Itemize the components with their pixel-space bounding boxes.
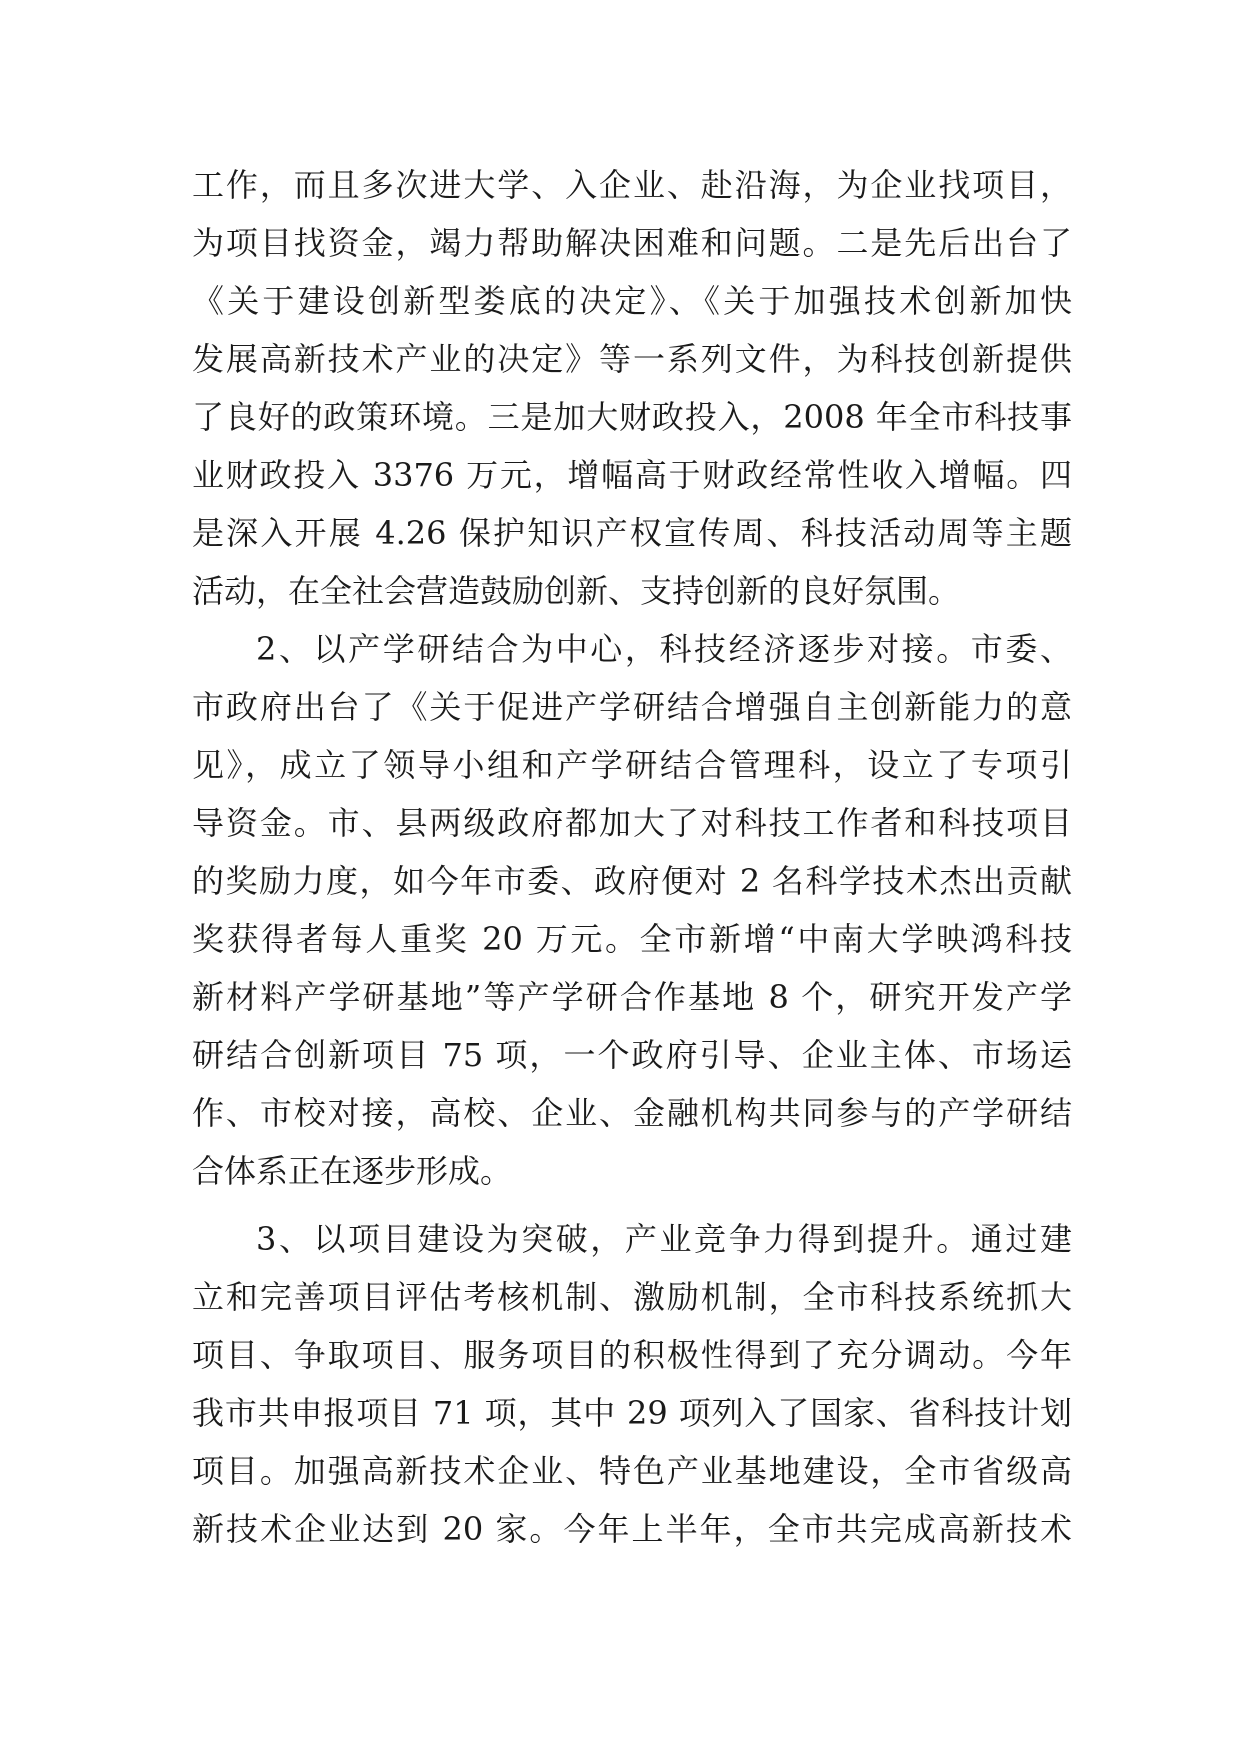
- text-line: 《关于建设创新型娄底的决定》、《关于加强技术创新加快: [192, 282, 1072, 320]
- text-line: 见》，成立了领导小组和产学研结合管理科，设立了专项引: [192, 746, 1072, 784]
- text-line: 我市共申报项目 71 项，其中 29 项列入了国家、省科技计划: [192, 1394, 1072, 1432]
- text-line: 发展高新技术产业的决定》等一系列文件，为科技创新提供: [192, 340, 1072, 378]
- paragraph-heading-3: 3、以项目建设为突破，产业竞争力得到提升。通过建: [256, 1220, 1072, 1258]
- text-line: 研结合创新项目 75 项，一个政府引导、企业主体、市场运: [192, 1036, 1072, 1074]
- text-line: 是深入开展 4.26 保护知识产权宣传周、科技活动周等主题: [192, 514, 1072, 552]
- text-line: 业财政投入 3376 万元，增幅高于财政经常性收入增幅。四: [192, 456, 1072, 494]
- paragraph-heading-2: 2、以产学研结合为中心，科技经济逐步对接。市委、: [256, 630, 1072, 668]
- text-line: 作、市校对接，高校、企业、金融机构共同参与的产学研结: [192, 1094, 1072, 1132]
- text-line: 导资金。市、县两级政府都加大了对科技工作者和科技项目: [192, 804, 1072, 842]
- text-line: 活动，在全社会营造鼓励创新、支持创新的良好氛围。: [192, 572, 961, 610]
- text-line: 的奖励力度，如今年市委、政府便对 2 名科学技术杰出贡献: [192, 862, 1072, 900]
- text-line: 工作，而且多次进大学、入企业、赴沿海，为企业找项目，: [192, 166, 1072, 204]
- text-line: 立和完善项目评估考核机制、激励机制，全市科技系统抓大: [192, 1278, 1072, 1316]
- text-line: 新材料产学研基地”等产学研合作基地 8 个，研究开发产学: [192, 978, 1072, 1016]
- text-line: 项目、争取项目、服务项目的积极性得到了充分调动。今年: [192, 1336, 1072, 1374]
- text-line: 为项目找资金，竭力帮助解决困难和问题。二是先后出台了: [192, 224, 1072, 262]
- text-line: 了良好的政策环境。三是加大财政投入，2008 年全市科技事: [192, 398, 1072, 436]
- text-line: 项目。加强高新技术企业、特色产业基地建设，全市省级高: [192, 1452, 1072, 1490]
- text-line: 奖获得者每人重奖 20 万元。全市新增“中南大学映鸿科技: [192, 920, 1072, 958]
- text-line: 新技术企业达到 20 家。今年上半年，全市共完成高新技术: [192, 1510, 1072, 1548]
- text-line: 市政府出台了《关于促进产学研结合增强自主创新能力的意: [192, 688, 1072, 726]
- text-line: 合体系正在逐步形成。: [192, 1152, 513, 1190]
